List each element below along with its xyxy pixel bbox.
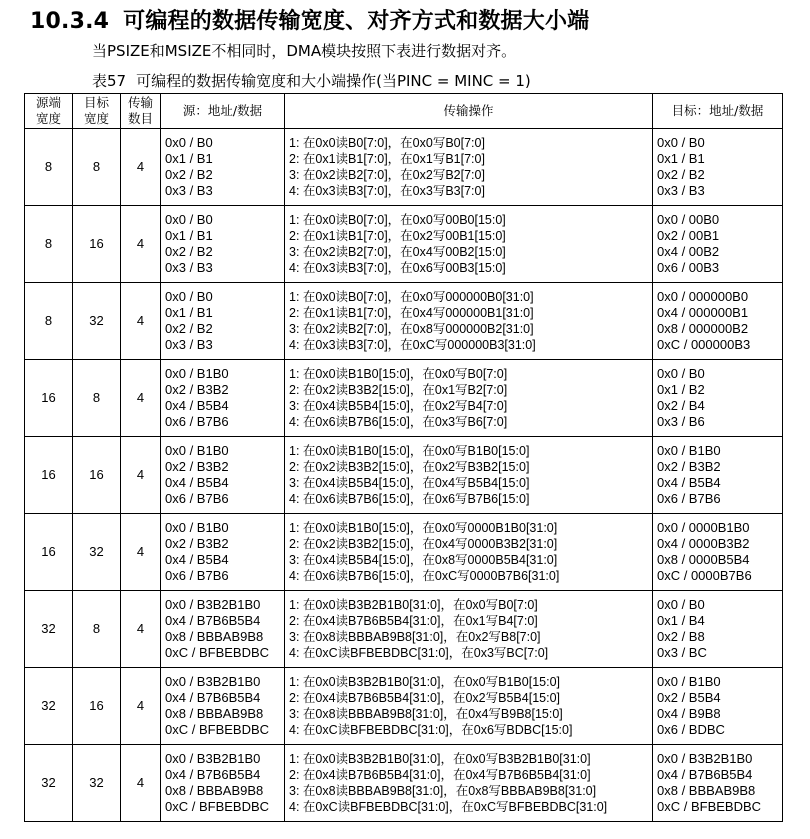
table-row (25, 283, 783, 360)
source-line: 0xC / BFBEBDBC (165, 645, 270, 660)
dest-line: 0x0 / B1B0 (657, 443, 721, 458)
source-line: 0x0 / B0 (165, 289, 213, 304)
source-line: 0x1 / B1 (165, 151, 213, 166)
section-title: 可编程的数据传输宽度、对齐方式和数据大小端 (123, 9, 590, 34)
dest-width-cell: 16 (73, 206, 121, 283)
transfer-count-cell: 4 (121, 514, 161, 591)
source-addr-data-cell (161, 437, 285, 514)
dest-line: 0x0 / 0000B1B0 (657, 520, 750, 535)
source-width-cell: 8 (25, 129, 73, 206)
source-width-cell: 32 (25, 745, 73, 822)
section-number: 10.3.4 (30, 9, 110, 34)
table-header-row (25, 94, 783, 129)
source-line: 0xC / BFBEBDBC (165, 722, 270, 737)
dest-line: 0x6 / 00B3 (657, 260, 720, 275)
table-row (25, 591, 783, 668)
dest-line: 0x4 / 000000B1 (657, 305, 749, 320)
dest-width-cell: 8 (73, 129, 121, 206)
table-row (25, 745, 783, 822)
transfer-ops-cell (285, 360, 653, 437)
dest-line: 0x6 / BDBC (657, 722, 725, 737)
transfer-ops-cell (285, 591, 653, 668)
source-line: 0x2 / B3B2 (165, 459, 229, 474)
dest-line: 0x2 / B4 (657, 398, 705, 413)
transfer-op-line: 3: 在0x4读B5B4[15:0]，在0x8写0000B5B4[31:0] (289, 553, 558, 567)
source-line: 0x8 / BBBAB9B8 (165, 629, 264, 644)
dest-line: 0x3 / B6 (657, 414, 705, 429)
dest-addr-data-cell (653, 514, 783, 591)
transfer-op-line: 4: 在0x3读B3[7:0]，在0x3写B3[7:0] (289, 184, 485, 198)
dest-line: 0x1 / B1 (657, 151, 705, 166)
transfer-op-line: 4: 在0xC读BFBEBDBC[31:0]，在0x6写BDBC[15:0] (289, 723, 573, 737)
transfer-op-line: 4: 在0xC读BFBEBDBC[31:0]，在0x3写BC[7:0] (289, 646, 549, 660)
source-line: 0x2 / B2 (165, 167, 213, 182)
transfer-op-line: 3: 在0x2读B2[7:0]，在0x4写00B2[15:0] (289, 245, 506, 259)
transfer-op-line: 1: 在0x0读B3B2B1B0[31:0]，在0x0写B1B0[15:0] (289, 675, 560, 689)
dest-addr-data-cell (653, 129, 783, 206)
dest-line: 0x0 / B0 (657, 366, 705, 381)
source-line: 0x0 / B3B2B1B0 (165, 597, 261, 612)
transfer-ops-cell (285, 668, 653, 745)
dest-line: 0x3 / B3 (657, 183, 705, 198)
transfer-op-line: 2: 在0x4读B7B6B5B4[31:0]，在0x2写B5B4[15:0] (289, 691, 560, 705)
source-line: 0x2 / B2 (165, 321, 213, 336)
transfer-count-cell: 4 (121, 591, 161, 668)
dest-addr-data-cell (653, 437, 783, 514)
header-transfer-ops: 传输操作 (285, 94, 653, 129)
header-dest-width: 目标 宽度 (73, 94, 121, 129)
transfer-op-line: 2: 在0x4读B7B6B5B4[31:0]，在0x4写B7B6B5B4[31:0] (289, 768, 591, 782)
source-line: 0x0 / B0 (165, 212, 213, 227)
source-line: 0x4 / B5B4 (165, 398, 229, 413)
transfer-count-cell: 4 (121, 668, 161, 745)
header-dest-addr-data: 目标：地址/数据 (653, 94, 783, 129)
source-line: 0x4 / B7B6B5B4 (165, 690, 261, 705)
source-line: 0x2 / B3B2 (165, 382, 229, 397)
table-caption-text: 可编程的数据传输宽度和大小端操作(当PINC = MINC = 1) (136, 72, 531, 90)
dest-line: 0xC / 0000B7B6 (657, 568, 752, 583)
dest-line: 0x6 / B7B6 (657, 491, 721, 506)
dest-line: 0x1 / B2 (657, 382, 705, 397)
dest-line: 0x2 / B3B2 (657, 459, 721, 474)
source-width-cell: 16 (25, 360, 73, 437)
dest-line: 0x0 / B1B0 (657, 674, 721, 689)
source-width-cell: 8 (25, 283, 73, 360)
table-body (25, 129, 783, 822)
section-heading (30, 4, 589, 35)
transfer-op-line: 4: 在0x3读B3[7:0]，在0xC写000000B3[31:0] (289, 338, 536, 352)
dest-line: 0x4 / 00B2 (657, 244, 720, 259)
transfer-op-line: 3: 在0x2读B2[7:0]，在0x8写000000B2[31:0] (289, 322, 534, 336)
transfer-op-line: 4: 在0x6读B7B6[15:0]，在0x3写B6[7:0] (289, 415, 508, 429)
transfer-op-line: 1: 在0x0读B3B2B1B0[31:0]，在0x0写B3B2B1B0[31:0] (289, 752, 591, 766)
source-addr-data-cell (161, 206, 285, 283)
transfer-ops-cell (285, 283, 653, 360)
table-row (25, 668, 783, 745)
dest-addr-data-cell (653, 283, 783, 360)
transfer-op-line: 1: 在0x0读B0[7:0]，在0x0写00B0[15:0] (289, 213, 506, 227)
dest-line: 0x2 / B2 (657, 167, 705, 182)
source-line: 0x0 / B3B2B1B0 (165, 674, 261, 689)
transfer-op-line: 1: 在0x0读B1B0[15:0]，在0x0写0000B1B0[31:0] (289, 521, 558, 535)
source-addr-data-cell (161, 283, 285, 360)
dest-line: 0x1 / B4 (657, 613, 705, 628)
source-line: 0x6 / B7B6 (165, 491, 229, 506)
source-line: 0xC / BFBEBDBC (165, 799, 270, 814)
source-line: 0x0 / B1B0 (165, 366, 229, 381)
transfer-op-line: 4: 在0xC读BFBEBDBC[31:0]，在0xC写BFBEBDBC[31:0] (289, 800, 608, 814)
transfer-ops-cell (285, 437, 653, 514)
dest-line: 0x2 / B5B4 (657, 690, 721, 705)
transfer-ops-cell (285, 514, 653, 591)
dest-addr-data-cell (653, 745, 783, 822)
dest-addr-data-cell (653, 668, 783, 745)
transfer-op-line: 3: 在0x4读B5B4[15:0]，在0x2写B4[7:0] (289, 399, 508, 413)
source-line: 0x3 / B3 (165, 260, 213, 275)
dest-line: 0x8 / 000000B2 (657, 321, 749, 336)
transfer-op-line: 2: 在0x2读B3B2[15:0]，在0x1写B2[7:0] (289, 383, 508, 397)
dest-line: 0x4 / B5B4 (657, 475, 721, 490)
dest-line: 0x0 / 00B0 (657, 212, 720, 227)
transfer-op-line: 4: 在0x6读B7B6[15:0]，在0x6写B7B6[15:0] (289, 492, 530, 506)
source-addr-data-cell (161, 591, 285, 668)
transfer-count-cell: 4 (121, 283, 161, 360)
dest-line: 0xC / 000000B3 (657, 337, 751, 352)
transfer-count-cell: 4 (121, 745, 161, 822)
table-caption (92, 70, 531, 91)
transfer-ops-cell (285, 129, 653, 206)
dest-width-cell: 16 (73, 437, 121, 514)
transfer-op-line: 2: 在0x1读B1[7:0]，在0x1写B1[7:0] (289, 152, 485, 166)
source-line: 0x0 / B3B2B1B0 (165, 751, 261, 766)
source-line: 0x1 / B1 (165, 228, 213, 243)
header-source-addr-data: 源：地址/数据 (161, 94, 285, 129)
dest-line: 0x2 / 00B1 (657, 228, 720, 243)
transfer-op-line: 2: 在0x2读B3B2[15:0]，在0x4写0000B3B2[31:0] (289, 537, 558, 551)
transfer-ops-cell (285, 206, 653, 283)
source-line: 0x8 / BBBAB9B8 (165, 706, 264, 721)
source-width-cell: 16 (25, 514, 73, 591)
dest-width-cell: 8 (73, 591, 121, 668)
intro-paragraph: 当PSIZE和MSIZE不相同时，DMA模块按照下表进行数据对齐。 (92, 42, 517, 60)
dest-addr-data-cell (653, 206, 783, 283)
dest-line: 0x0 / B0 (657, 597, 705, 612)
source-line: 0x8 / BBBAB9B8 (165, 783, 264, 798)
source-line: 0x0 / B1B0 (165, 443, 229, 458)
table-row (25, 437, 783, 514)
source-line: 0x4 / B7B6B5B4 (165, 613, 261, 628)
data-alignment-table (24, 93, 783, 822)
transfer-op-line: 1: 在0x0读B3B2B1B0[31:0]，在0x0写B0[7:0] (289, 598, 538, 612)
source-line: 0x0 / B1B0 (165, 520, 229, 535)
source-width-cell: 8 (25, 206, 73, 283)
source-line: 0x3 / B3 (165, 337, 213, 352)
source-width-cell: 32 (25, 668, 73, 745)
transfer-count-cell: 4 (121, 129, 161, 206)
transfer-op-line: 3: 在0x8读BBBAB9B8[31:0]，在0x8写BBBAB9B8[31:0] (289, 784, 597, 798)
source-addr-data-cell (161, 668, 285, 745)
dest-width-cell: 32 (73, 283, 121, 360)
transfer-op-line: 1: 在0x0读B1B0[15:0]，在0x0写B1B0[15:0] (289, 444, 530, 458)
transfer-op-line: 4: 在0x3读B3[7:0]，在0x6写00B3[15:0] (289, 261, 506, 275)
dest-line: 0x0 / 000000B0 (657, 289, 749, 304)
transfer-ops-cell (285, 745, 653, 822)
transfer-op-line: 2: 在0x4读B7B6B5B4[31:0]，在0x1写B4[7:0] (289, 614, 538, 628)
source-line: 0x1 / B1 (165, 305, 213, 320)
transfer-op-line: 1: 在0x0读B1B0[15:0]，在0x0写B0[7:0] (289, 367, 508, 381)
dest-line: 0x2 / B8 (657, 629, 705, 644)
dest-line: 0xC / BFBEBDBC (657, 799, 762, 814)
transfer-count-cell: 4 (121, 206, 161, 283)
dest-width-cell: 32 (73, 514, 121, 591)
transfer-count-cell: 4 (121, 437, 161, 514)
table-row (25, 514, 783, 591)
dest-line: 0x4 / 0000B3B2 (657, 536, 750, 551)
source-line: 0x6 / B7B6 (165, 414, 229, 429)
source-line: 0x3 / B3 (165, 183, 213, 198)
dest-line: 0x0 / B0 (657, 135, 705, 150)
dest-width-cell: 16 (73, 668, 121, 745)
dest-width-cell: 8 (73, 360, 121, 437)
source-width-cell: 32 (25, 591, 73, 668)
transfer-op-line: 2: 在0x2读B3B2[15:0]，在0x2写B3B2[15:0] (289, 460, 530, 474)
transfer-op-line: 2: 在0x1读B1[7:0]，在0x2写00B1[15:0] (289, 229, 506, 243)
dest-line: 0x0 / B3B2B1B0 (657, 751, 753, 766)
source-line: 0x4 / B7B6B5B4 (165, 767, 261, 782)
header-transfer-count: 传输 数目 (121, 94, 161, 129)
source-addr-data-cell (161, 360, 285, 437)
header-source-width: 源端 宽度 (25, 94, 73, 129)
transfer-op-line: 4: 在0x6读B7B6[15:0]，在0xC写0000B7B6[31:0] (289, 569, 560, 583)
table-caption-label: 表57 (92, 72, 127, 90)
transfer-op-line: 3: 在0x4读B5B4[15:0]，在0x4写B5B4[15:0] (289, 476, 530, 490)
source-line: 0x0 / B0 (165, 135, 213, 150)
source-addr-data-cell (161, 129, 285, 206)
dest-line: 0x8 / BBBAB9B8 (657, 783, 756, 798)
source-addr-data-cell (161, 745, 285, 822)
transfer-op-line: 3: 在0x8读BBBAB9B8[31:0]，在0x4写B9B8[15:0] (289, 707, 563, 721)
source-line: 0x2 / B2 (165, 244, 213, 259)
dest-line: 0x4 / B9B8 (657, 706, 721, 721)
transfer-op-line: 3: 在0x2读B2[7:0]，在0x2写B2[7:0] (289, 168, 485, 182)
dest-addr-data-cell (653, 360, 783, 437)
dest-addr-data-cell (653, 591, 783, 668)
source-line: 0x4 / B5B4 (165, 552, 229, 567)
source-line: 0x2 / B3B2 (165, 536, 229, 551)
table-row (25, 206, 783, 283)
source-line: 0x6 / B7B6 (165, 568, 229, 583)
transfer-count-cell: 4 (121, 360, 161, 437)
transfer-op-line: 1: 在0x0读B0[7:0]，在0x0写B0[7:0] (289, 136, 485, 150)
transfer-op-line: 3: 在0x8读BBBAB9B8[31:0]，在0x2写B8[7:0] (289, 630, 541, 644)
table-row (25, 129, 783, 206)
dest-line: 0x4 / B7B6B5B4 (657, 767, 753, 782)
source-width-cell: 16 (25, 437, 73, 514)
transfer-op-line: 1: 在0x0读B0[7:0]，在0x0写000000B0[31:0] (289, 290, 534, 304)
dest-line: 0x8 / 0000B5B4 (657, 552, 750, 567)
source-addr-data-cell (161, 514, 285, 591)
dest-line: 0x3 / BC (657, 645, 707, 660)
transfer-op-line: 2: 在0x1读B1[7:0]，在0x4写000000B1[31:0] (289, 306, 534, 320)
dest-width-cell: 32 (73, 745, 121, 822)
source-line: 0x4 / B5B4 (165, 475, 229, 490)
table-row (25, 360, 783, 437)
